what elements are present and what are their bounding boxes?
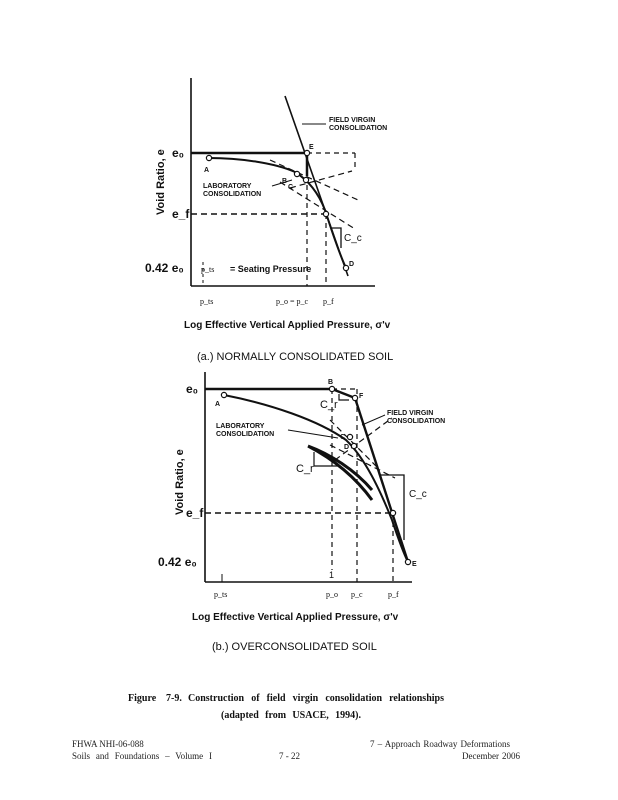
figure-a-point-a xyxy=(206,155,211,160)
figure-b-label-c: C xyxy=(340,434,346,441)
figure-a-label-a: A xyxy=(204,167,210,174)
figure-b-cr-label-left: C_r xyxy=(296,463,314,475)
figure-a-field-virgin-label-1: FIELD VIRGIN xyxy=(329,117,376,124)
figure-a-point-b xyxy=(294,171,299,176)
figure-a-point-d xyxy=(343,265,348,270)
figure-b-label-d: D xyxy=(344,444,350,451)
figure-b-point-e xyxy=(405,559,410,564)
figure-a-label-d: D xyxy=(349,261,355,268)
footer-page-number: 7 - 22 xyxy=(279,751,300,761)
figure-b-field-virgin-label-1: FIELD VIRGIN xyxy=(387,410,434,417)
figure-a-cc-label: C_c xyxy=(344,233,362,244)
figure-b-y-axis-label: Void Ratio, e xyxy=(174,449,186,515)
figure-b-lab-label-1: LABORATORY xyxy=(216,423,265,430)
footer-right-line-2: December 2006 xyxy=(462,751,520,761)
figure-b xyxy=(205,372,412,582)
figure-a-tick-pts: p_ts xyxy=(200,297,214,306)
figure-a-field-virgin-label-2: CONSOLIDATION xyxy=(329,125,388,132)
figure-a-lab-label-2: CONSOLIDATION xyxy=(203,191,262,198)
figure-b-tick-one: 1 xyxy=(329,570,335,580)
figure-b-ef-label: e_f xyxy=(186,506,204,520)
figure-b-cr-label-top: C_r xyxy=(320,399,338,411)
figure-b-point-d xyxy=(351,443,356,448)
figure-a-tick-pf: p_f xyxy=(323,297,334,306)
figure-a-042-label: 0.42 e₀ xyxy=(145,261,184,275)
figure-a-lab-label-1: LABORATORY xyxy=(203,183,252,190)
figure-b-point-a xyxy=(221,392,226,397)
figure-b-lab-label-2: CONSOLIDATION xyxy=(216,431,275,438)
figure-a-seating-pts: p_ts xyxy=(201,265,215,274)
figure-b-x-axis-label: Log Effective Vertical Applied Pressure, σ'v xyxy=(192,612,399,623)
footer-left-line-2: Soils and Foundations – Volume I xyxy=(72,751,212,761)
figure-b-tick-pf: p_f xyxy=(388,590,399,599)
figure-b-point-f xyxy=(352,395,357,400)
figure-b-label-b: B xyxy=(328,379,334,386)
figure-a-x-axis-label: Log Effective Vertical Applied Pressure, σ'v xyxy=(184,320,391,331)
figure-b-tick-pc: p_c xyxy=(351,590,363,599)
figure-a-label-e: E xyxy=(309,144,314,151)
figure-b-field-virgin-label-2: CONSOLIDATION xyxy=(387,418,446,425)
figure-b-tick-pts: p_ts xyxy=(214,590,228,599)
figure-a-eo-label: e₀ xyxy=(172,146,185,160)
footer-left-line-1: FHWA NHI-06-088 xyxy=(72,739,144,749)
figure-b-label-f: F xyxy=(359,393,364,400)
figure-b-042-label: 0.42 e₀ xyxy=(158,555,197,569)
figure-a-seating-label: = Seating Pressure xyxy=(230,264,312,274)
figure-b-eo-label: e₀ xyxy=(186,382,199,396)
figure-a-point-e xyxy=(304,150,309,155)
figure-b-point-c xyxy=(347,434,352,439)
figure-b-text xyxy=(158,379,445,653)
footer-right-line-1: 7 – Approach Roadway Deformations xyxy=(370,739,510,749)
figure-b-label-a: A xyxy=(215,401,221,408)
caption-number: 7-9. xyxy=(166,693,182,704)
figure-b-cc-label: C_c xyxy=(409,489,427,500)
figure-a-label-c: C xyxy=(288,184,294,191)
figure-b-reload-loop xyxy=(308,446,372,500)
figure-b-subtitle: (b.) OVERCONSOLIDATED SOIL xyxy=(212,641,377,653)
figure-a-point-c xyxy=(303,177,308,182)
caption-line-1: Construction of field virgin consolidation relationships xyxy=(188,693,444,704)
figure-b-tick-po: p_o xyxy=(326,590,338,599)
figure-a-y-axis-label: Void Ratio, e xyxy=(155,149,167,215)
figure-a-label-b: B xyxy=(282,178,288,185)
caption-line-2: (adapted from USACE, 1994). xyxy=(221,710,361,721)
figure-a-subtitle: (a.) NORMALLY CONSOLIDATED SOIL xyxy=(197,351,394,363)
figure-a-ef-label: e_f xyxy=(172,207,190,221)
figure-a-tick-po-pc: p_o = p_c xyxy=(276,297,309,306)
figure-b-label-e: E xyxy=(412,561,417,568)
figure-b-point-b xyxy=(329,386,334,391)
caption-label: Figure xyxy=(128,693,157,704)
